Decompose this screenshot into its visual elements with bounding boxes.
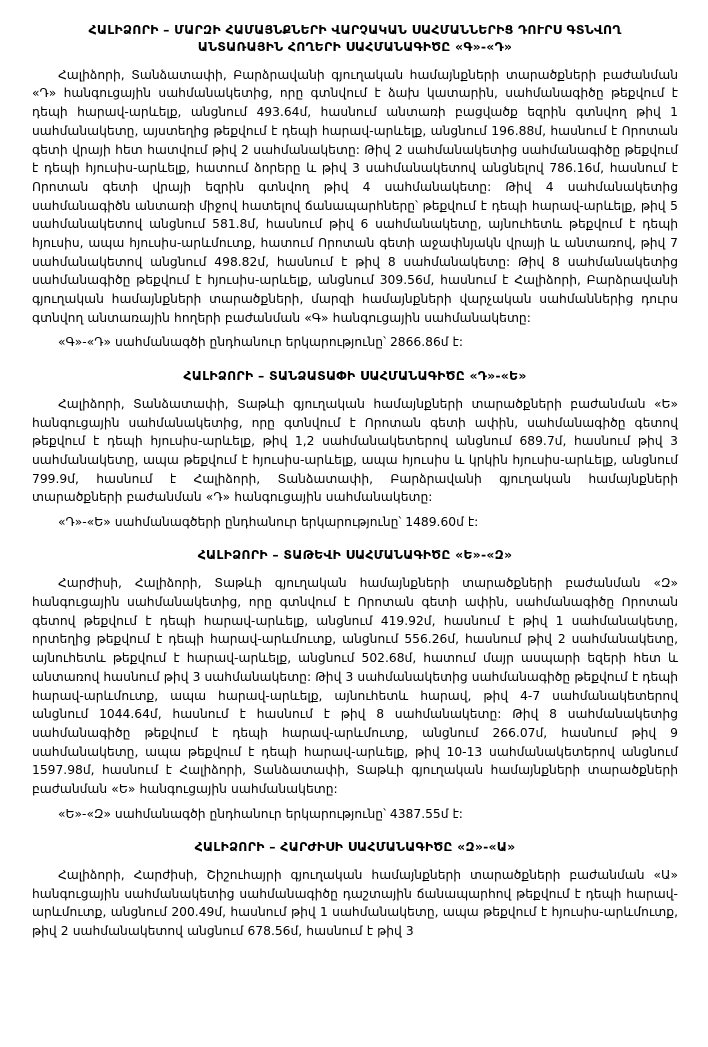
section-3-total: «Ե»-«Զ» սահմանագծի ընդհանուր երկարությունը՝ 4387.55մ է: [58,806,463,821]
section-1-total: «Գ»-«Դ» սահմանագծի ընդհանուր երկարությունը՝ 2866.86մ է: [58,335,463,350]
section-4-paragraph-1: Հալիձորի, Հարժիսի, Շիշուհայրի գյուղական համայնքների տարածքների բաժանման «Ա» հանգուցային սահմանակետից սահմանագիծը դաշտային ճանապարհով թեքվում է դեպի հարավ-արևմուտք, անցնում 200.49մ, հասնում թիվ 1 սահմանակետը, ապա թեքվում է հյուսիս-արևմուտք, թիվ 2 սահմանակետով անցնում 678.56մ, հասնում է թիվ 3 [32,868,678,939]
document-title-line-1: ՀԱԼԻՁՈՐԻ – ՄԱՐԶԻ ՀԱՄԱՅՆՔՆԵՐԻ ՎԱՐՉԱԿԱՆ ՍԱՀՄԱՆՆԵՐԻՑ ԴՈՒՐՍ ԳՏՆՎՈՂ [88,22,622,37]
section-4-heading: ՀԱԼԻՁՈՐԻ – ՀԱՐԺԻՍԻ ՍԱՀՄԱՆԱԳԻԾԸ «Զ»-«Ա» [194,839,516,855]
document-title [32,22,678,56]
section-3-heading: ՀԱԼԻՁՈՐԻ – ՏԱԹԵՎԻ ՍԱՀՄԱՆԱԳԻԾԸ «Ե»-«Զ» [197,547,513,563]
section-2-total: «Դ»-«Ե» սահմանագծերի ընդհանուր երկարությունը՝ 1489.60մ է: [58,514,479,529]
section-1-paragraph-1: Հալիձորի, Տանձատափի, Բարձրավանի գյուղական համայնքների տարածքների բաժանման «Դ» հանգուցային սահմանակետից, որը գտնվում է ձախ կատարին, սահմանագիծը թեքվում է դեպի հարավ-արևելք, անցնում 493.64մ, հասնում անտառի բացվածք եզրին գտնվող թիվ 1 սահմանակետը, այստեղից թեքվում է դեպի հարավ-արևելք, անցնում 196.88մ, հասնում է Որոտան գետի վրայի հետ հատվում թիվ 2 սահմանակետը: Թիվ 2 սահմանակետից սահմանագիծը թեքվում է դեպի հյուսիս-արևելք, հատում ձորերը և թիվ 3 սահմանակետով անցնելով 786.16մ, հասնում է Որոտան գետի վրայի եզրին գտնվող թիվ 4 սահմանակետը: Թիվ 4 սահմանակետից սահմանագիծն անտառի միջով հատելով ճանապարհները՝ թեքվում է դեպի հարավ-արևելք, թիվ 5 սահմանակետով անցնում 581.8մ, հասնում թիվ 6 սահմանակետը, այնուհետև թեքվում է դեպի հյուսիս, ապա հյուսիս-արևմուտք, հատում Որոտան գետի աջափնյակն վրայի և անտառով, թիվ 7 սահմանակետով անցնում 498.82մ, հասնում է թիվ 8 սահմանակետը: Թիվ 8 սահմանակետից սահմանագիծը թեքվում է հյուսիս-արևելք, անցնում 309.56մ, հասնում է Հալիձորի, Բարձրավանի գյուղական համայնքների տարածքների, մարզի համայնքների վարչական սահմաններից դուրս գտնվող անտառային հողերի բաժանման «Գ» հանգուցային սահմանակետը: [32,67,678,325]
section-2-paragraph-1: Հալիձորի, Տանձատափի, Տաթևի գյուղական համայնքների տարածքների բաժանման «Ե» հանգուցային սահմանակետից, որը գտնվում է Որոտան գետի ափին, սահմանագիծը գետով թեքվում է դեպի հյուսիս-արևելք, թիվ 1,2 սահմանակետերով անցնում 689.7մ, հասնում թիվ 3 սահմանակետը, ապա թեքվում է հյուսիս-արևելք, ապա հյուսիս և կրկին հյուսիս-արևելք, անցնում 799.9մ, հասնում է Հալիձորի, Տանձատափի, Բարձրավանի գյուղական համայնքների տարածքների բաժանման «Դ» հանգուցային սահմանակետը: [32,396,678,505]
section-2-heading: ՀԱԼԻՁՈՐԻ – ՏԱՆՁԱՏԱՓԻ ՍԱՀՄԱՆԱԳԻԾԸ «Դ»-«Ե» [183,367,527,383]
document-title-line-2: ԱՆՏԱՌԱՅԻՆ ՀՈՂԵՐԻ ՍԱՀՄԱՆԱԳԻԾԸ «Գ»-«Դ» [197,38,513,54]
section-3-paragraph-1: Հարժիսի, Հալիձորի, Տաթևի գյուղական համայնքների տարածքների բաժանման «Զ» հանգուցային սահմանակետից, որը գտնվում է Որոտան գետի ափին, սահմանագիծը Որոտան գետով թեքվում է դեպի հարավ-արևելք, անցնում 419.92մ, հասնում է թիվ 1 սահմանակետը, որտեղից թեքվում է դեպի հարավ-արևմուտք, անցնում 556.26մ, հասնում թիվ 2 սահմանակետը, այնուհետև թեքվում է հարավ-արևելք, անցնում 502.68մ, հատում մայր ասպարի եզերի հետ և անտառով հասնում թիվ 3 սահմանակետը: Թիվ 3 սահմանակետից սահմանագիծը թեքվում է դեպի հարավ-արևմուտք, ապա հարավ-արևելք, այնուհետև հարավ, թիվ 4-7 սահմանակետերով անցնում 1044.64մ, հասնում է հասնում է թիվ 8 սահմանակետը: Թիվ 8 սահմանակետից սահմանագիծը թեքվում է դեպի հարավ-արևմուտք, անցնում 266.07մ, հասնում թիվ 9 սահմանակետը, ապա թեքվում է դեպի հարավ-արևելք, թիվ 10-13 սահմանակետերով անցնում 1597.98մ, հասնում է Հալիձորի, Տանձատափի, Տաթևի գյուղական համայնքների տարածքների բաժանման «Ե» հանգուցային սահմանակետը: [32,576,679,796]
